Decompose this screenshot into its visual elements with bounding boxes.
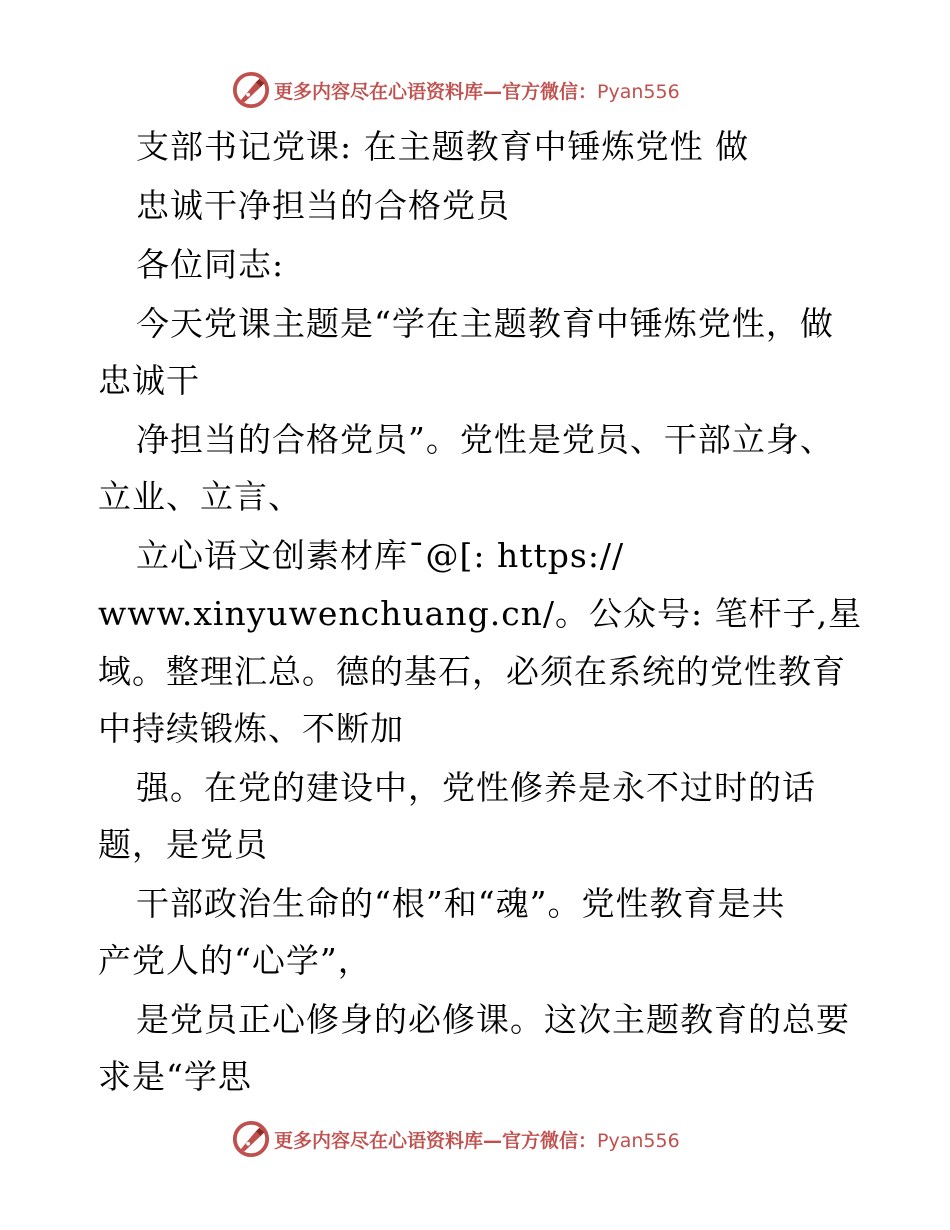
doc-line: 产党人的“心学”， [98,941,372,980]
doc-line: 立心语文创素材库¯@[: https:// [136,536,625,575]
doc-line: 题，是党员 [98,825,268,864]
header-wechat-id: Pyan556 [597,80,680,103]
doc-line: 强。在党的建设中，党性修养是永不过时的话 [136,768,816,807]
footer-banner-text: 更多内容尽在心语资料库—官方微信：Pyan556 [274,1129,680,1152]
doc-line: 各位同志: [136,245,285,284]
doc-line: 支部书记党课: 在主题教育中锤炼党性 做 [136,127,750,166]
doc-line: 求是“学思 [98,1057,252,1096]
footer-wechat-id: Pyan556 [597,1129,680,1152]
pen-nib-logo-icon [232,1120,270,1158]
doc-line: 忠诚干净担当的合格党员 [136,186,510,225]
doc-line: 净担当的合格党员”。党性是党员、干部立身、 [136,420,834,459]
doc-line: 域。整理汇总。德的基石，必须在系统的党性教育 [98,652,846,691]
doc-line: 干部政治生命的“根”和“魂”。党性教育是共 [136,884,786,923]
doc-line: www.xinyuwenchuang.cn/。公众号: 笔杆子,星 [98,594,863,633]
footer-banner [232,1119,752,1159]
header-banner-text: 更多内容尽在心语资料库—官方微信：Pyan556 [274,80,680,103]
doc-line: 是党员正心修身的必修课。这次主题教育的总要 [136,1000,850,1039]
doc-line: 今天党课主题是“学在主题教育中锤炼党性，做 [136,304,834,343]
doc-line: 中持续锻炼、不断加 [98,709,404,748]
doc-line: 忠诚干 [98,361,200,400]
doc-line: 立业、立言、 [98,477,302,516]
